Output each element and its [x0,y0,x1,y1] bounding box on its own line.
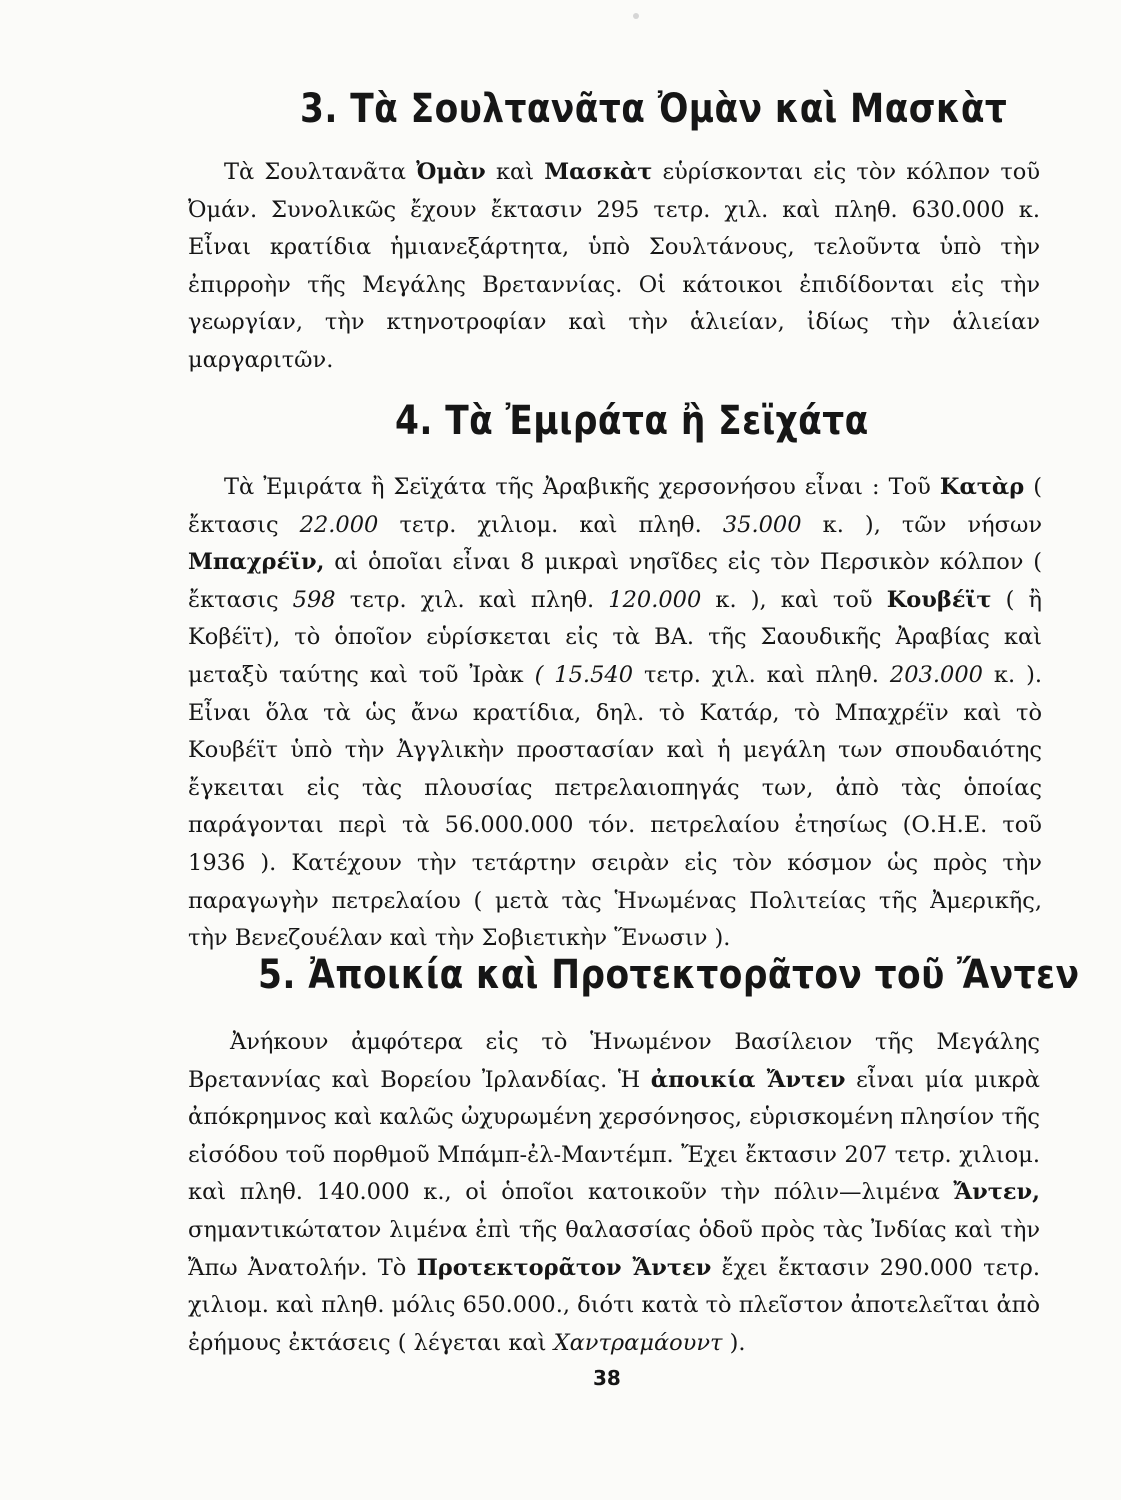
page-number: 38 [593,1366,621,1390]
figure-area: ( 15.540 [534,661,634,688]
place-name-bahrain: Μπαχρέϊν, [188,549,325,576]
place-name-aden: Ἄντεν, [953,1179,1040,1206]
section-4-paragraph [188,469,1042,958]
figure-area: 22.000 [299,511,379,538]
figure-population: 120.000 [608,586,702,613]
text-run: κ. ), τῶν νήσων [801,511,1042,538]
term-aden-colony: ἀποικία Ἄντεν [650,1066,846,1093]
section-3-heading: 3. Τὰ Σουλτανᾶτα Ὀμὰν καὶ Μασκὰτ [300,86,1008,132]
place-name-oman: Ὀμὰν [416,159,486,185]
text-run: ἔχει ἔκτασιν 290.000 τετρ. χιλιομ. καὶ πληθ. μόλις 650.000., διότι κατὰ τὸ πλεῖστον ἀποτελεῖται ἀπὸ ἐρήμους ἐκτάσεις ( λέγεται καὶ [188,1254,1041,1356]
text-run: κ. ), καὶ τοῦ [701,586,887,613]
text-run: τετρ. χιλ. καὶ πληθ. [335,586,609,613]
text-run: καὶ [485,159,545,185]
text-run: Ἀνήκουν ἀμφότερα εἰς τὸ Ἡνωμένον Βασίλειον τῆς Μεγάλης Βρεταννίας καὶ Βορείου Ἰρλανδίας. Ἡ [188,1029,1040,1093]
figure-population: 35.000 [722,511,802,538]
place-name-hadhramaut: Χαντραμάουντ [553,1329,723,1356]
text-run: ( ἢ Κοβέϊτ), τὸ ὁποῖον εὑρίσκεται εἰς τὰ ΒΑ. τῆς Σαουδικῆς Ἀραβίας καὶ μεταξὺ ταύτης καὶ τοῦ Ἰρὰκ [188,586,1043,688]
section-5-paragraph [188,1024,1040,1362]
text-run: τετρ. χιλ. καὶ πληθ. [633,661,890,688]
text-run: αἱ ὁποῖαι εἶναι 8 μικραὶ νησῖδες εἰς τὸν Περσικὸν κόλπον ( ἔκτασις [188,549,1042,613]
text-run: κ. ). Εἶναι ὅλα τὰ ὡς ἄνω κρατίδια, δηλ. τὸ Κατάρ, τὸ Μπαχρέϊν καὶ τὸ Κουβέϊτ ὑπὸ τὴν Ἀγγλικὴν προστασίαν καὶ ἡ μεγάλη των σπουδαιότης ἔγκειται εἰς τὰς πλουσίας πετρελαιοπηγάς των, ἀπὸ τὰς ὁποίας παράγονται περὶ τὰ 56.000.000 τόν. πετρελαίου ἐτησίως (Ο.Η.Ε. τοῦ 1936 ). Κατέχουν τὴν τετάρτην σειρὰν εἰς τὸν κόσμον ὡς πρὸς τὴν παραγωγὴν πετρελαίου ( μετὰ τὰς Ἡνωμένας Πολιτείας τῆς Ἀμερικῆς, τὴν Βενεζουέλαν καὶ τὴν Σοβιετικὴν Ἕνωσιν ). [188,661,1043,952]
text-run: ). [722,1329,746,1356]
term-aden-protectorate: Προτεκτορᾶτον Ἄντεν [416,1254,712,1281]
text-run: Τὰ Σουλτανᾶτα [224,159,417,185]
text-run: σημαντικώτατον λιμένα ἐπὶ τῆς θαλασσίας ὁδοῦ πρὸς τὰς Ἰνδίας καὶ τὴν Ἄπω Ἀνατολήν. Τὸ [188,1216,1040,1281]
text-run: εὑρίσκονται εἰς τὸν κόλπον τοῦ Ὀμάν. Συνολικῶς ἔχουν ἔκτασιν 295 τετρ. χιλ. καὶ πληθ. 630.000 κ. Εἶναι κρατίδια ἡμιανεξάρτητα, ὑπὸ Σουλτάνους, τελοῦντα ὑπὸ τὴν ἐπιρροὴν τῆς Μεγάλης Βρεταννίας. Οἱ κάτοικοι ἐπιδίδονται εἰς τὴν γεωργίαν, τὴν κτηνοτροφίαν καὶ τὴν ἁλιείαν, ἰδίως τὴν ἁλιείαν μαργαριτῶν. [188,159,1041,373]
place-name-kuwait: Κουβέϊτ [886,586,992,613]
section-4-heading: 4. Τὰ Ἐμιράτα ἢ Σεϊχάτα [395,398,869,444]
print-speck [633,13,639,19]
text-run: Τὰ Ἐμιράτα ἢ Σεϊχάτα τῆς Ἀραβικῆς χερσονήσου εἶναι : Τοῦ [224,474,940,500]
section-5-heading: 5. Ἀποικία καὶ Προτεκτορᾶτον τοῦ Ἄντεν [258,952,1080,998]
section-3-paragraph [188,154,1040,380]
text-run: ( ἔκτασις [188,474,1042,538]
text-run: εἶναι μία μικρὰ ἀπόκρημνος καὶ καλῶς ὠχυρωμένη χερσόνησος, εὑρισκομένη πλησίον τῆς εἰσόδου τοῦ πορθμοῦ Μπάμπ-ἐλ-Μαντέμπ. Ἔχει ἔκτασιν 207 τετρ. χιλιομ. καὶ πληθ. 140.000 κ., οἱ ὁποῖοι κατοικοῦν τὴν πόλιν—λιμένα [188,1066,1040,1206]
place-name-muscat: Μασκὰτ [544,159,653,185]
place-name-qatar: Κατὰρ [939,474,1025,500]
figure-population: 203.000 [889,661,983,688]
text-run: τετρ. χιλιομ. καὶ πληθ. [378,511,723,538]
figure-area: 598 [292,586,336,613]
